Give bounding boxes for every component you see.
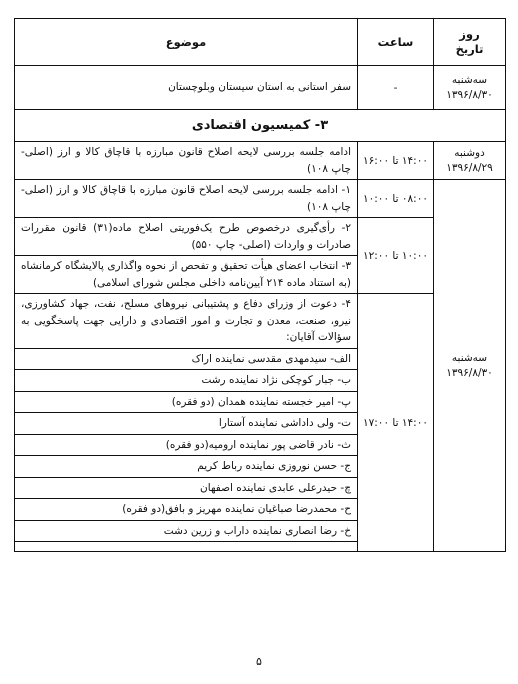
agenda-item-1: ۱- ادامه جلسه بررسی لایحه اصلاح قانون مبارزه با قاچاق کالا و ارز (اصلی- چاپ ۱۰۸) — [15, 180, 358, 218]
monday-date: ۱۳۹۶/۸/۲۹ — [446, 161, 493, 174]
questioner-9: خ- رضا انصاری نماینده داراب و زرین دشت — [15, 520, 358, 542]
tuesday-date: ۱۳۹۶/۸/۳۰ — [446, 366, 493, 379]
schedule-table — [14, 18, 506, 552]
monday-day-cell — [434, 142, 506, 180]
tuesday-day: سه‌شنبه — [451, 351, 488, 364]
trip-row — [15, 66, 506, 110]
slot2-time: ۱۰:۰۰ تا ۱۲:۰۰ — [358, 218, 434, 294]
questioner-6: ج- حسن نوروزی نماینده رباط کریم — [15, 456, 358, 478]
trip-subject: سفر استانی به استان سیستان وبلوچستان — [15, 66, 358, 110]
agenda-item-2: ۲- رأی‌گیری درخصوص طرح یک‌فوریتی اصلاح ماده(۳۱) قانون مقررات صادرات و واردات (اصلی- چاپ ۵۵۰) — [15, 218, 358, 256]
tuesday-slot3-intro-row — [15, 294, 506, 349]
questioner-4: ت- ولی داداشی نماینده آستارا — [15, 413, 358, 435]
agenda-item-4: ۴- دعوت از وزرای دفاع و پشتیبانی نیروهای مسلح، نفت، جهاد کشاورزی، نیرو، صنعت، معدن و تجارت و امور اقتصادی و دارایی جهت پاسخگویی به سؤالات آقایان: — [15, 294, 358, 349]
questioner-8: ح- محمدرضا صباغیان نماینده مهریز و بافق(دو فقره) — [15, 499, 358, 521]
header-day-date — [434, 19, 506, 66]
monday-day: دوشنبه — [454, 146, 485, 159]
questioner-2: ب- جبار کوچکی نژاد نماینده رشت — [15, 370, 358, 392]
section-title: ۳- کمیسیون اقتصادی — [15, 110, 506, 142]
slot1-time: ۰۸:۰۰ تا ۱۰:۰۰ — [358, 180, 434, 218]
agenda-item-3: ۳- انتخاب اعضای هیأت تحقیق و تفحص از نحوه واگذاری پالایشگاه کرمانشاه (به استناد ماده ۲۱۴ آیین‌نامه داخلی مجلس شورای اسلامی) — [15, 256, 358, 294]
questioner-3: پ- امیر خجسته نماینده همدان (دو فقره) — [15, 391, 358, 413]
trip-date: ۱۳۹۶/۸/۳۰ — [446, 88, 493, 101]
header-time: ساعت — [358, 19, 434, 66]
header-day: روز — [459, 27, 480, 41]
questioner-1: الف- سیدمهدی مقدسی نماینده اراک — [15, 348, 358, 370]
questioner-5: ث- نادر قاضی پور نماینده ارومیه(دو فقره) — [15, 434, 358, 456]
tuesday-slot1-row — [15, 180, 506, 218]
tuesday-day-cell — [434, 180, 506, 552]
trip-time: - — [358, 66, 434, 110]
page-number: ۵ — [256, 655, 262, 668]
monday-subject: ادامه جلسه بررسی لایحه اصلاح قانون مبارزه با قاچاق کالا و ارز (اصلی- چاپ ۱۰۸) — [15, 142, 358, 180]
slot3-time: ۱۴:۰۰ تا ۱۷:۰۰ — [358, 294, 434, 552]
blank-cell — [15, 542, 358, 552]
section-row — [15, 110, 506, 142]
questioner-7: چ- حیدرعلی عابدی نماینده اصفهان — [15, 477, 358, 499]
document-page — [14, 18, 506, 552]
monday-row — [15, 142, 506, 180]
trip-day: سه‌شنبه — [451, 73, 488, 86]
trip-day-cell — [434, 66, 506, 110]
monday-time: ۱۴:۰۰ تا ۱۶:۰۰ — [358, 142, 434, 180]
header-date: تاریخ — [455, 42, 484, 56]
header-subject: موضوع — [15, 19, 358, 66]
tuesday-slot2-row-a — [15, 218, 506, 256]
header-row — [15, 19, 506, 66]
